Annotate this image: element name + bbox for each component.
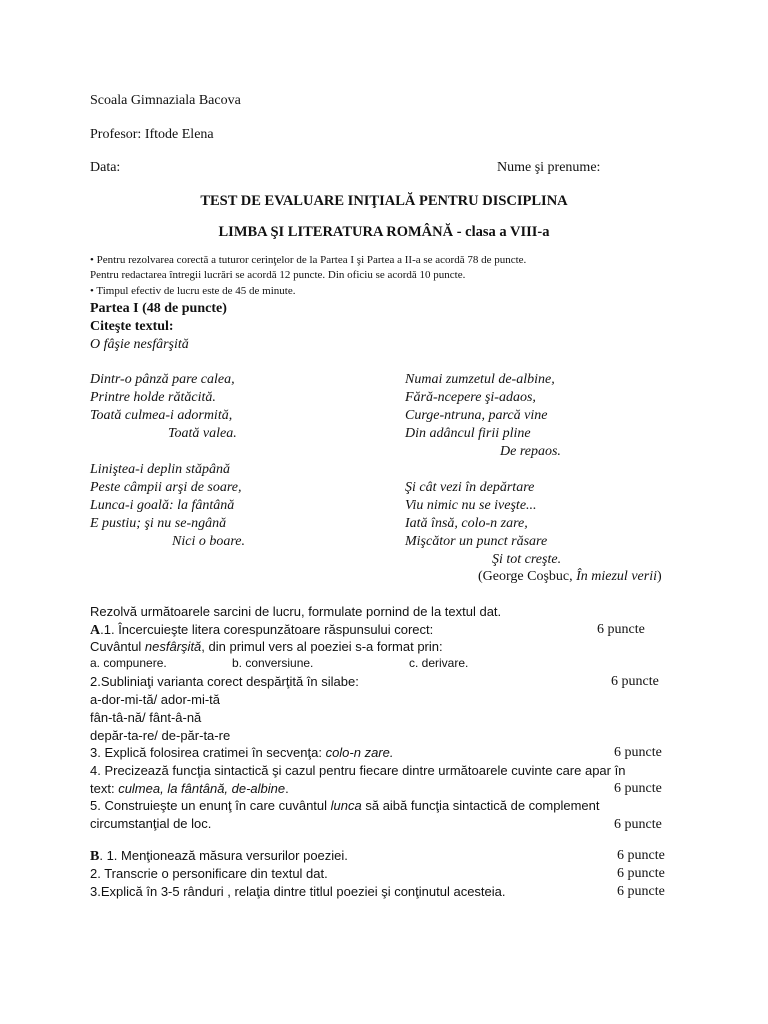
- poem-left-line: Liniştea-i deplin stăpână: [90, 462, 230, 477]
- syllable-option-3[interactable]: depăr-ta-re/ de-păr-ta-re: [90, 728, 231, 743]
- task-b2-points: 6 puncte: [617, 866, 665, 881]
- test-title-line1: TEST DE EVALUARE INIŢIALĂ PENTRU DISCIPLINA: [200, 193, 568, 209]
- tasks-intro: Rezolvă următoarele sarcini de lucru, formulate pornind de la textul dat.: [90, 604, 502, 619]
- poem-right-line: Curge-ntruna, parcă vine: [405, 408, 548, 423]
- task-a4-points: 6 puncte: [614, 781, 662, 796]
- poem-left-line: Nici o boare.: [172, 534, 245, 549]
- poem-left-line: Lunca-i goală: la fântână: [90, 498, 235, 513]
- poem-source: (George Coşbuc, În miezul verii): [478, 569, 662, 584]
- option-c[interactable]: c. derivare.: [409, 656, 469, 670]
- task-a1-points: 6 puncte: [597, 622, 645, 637]
- poem-left-line: Dintr-o pânză pare calea,: [90, 372, 235, 387]
- poem-right-line: Iată însă, colo-n zare,: [405, 516, 528, 531]
- poem-right-line: Fără-ncepere şi-adaos,: [405, 390, 536, 405]
- syllable-option-2[interactable]: fân-tâ-nă/ fânt-â-nă: [90, 710, 202, 725]
- poem-left-line: Peste câmpii arşi de soare,: [90, 480, 242, 495]
- task-a2-points: 6 puncte: [611, 674, 659, 689]
- task-a3-points: 6 puncte: [614, 745, 662, 760]
- syllable-option-1[interactable]: a-dor-mi-tă/ ador-mi-tă: [90, 692, 221, 707]
- test-title-line2: LIMBA ŞI LITERATURA ROMÂNĂ - clasa a VIII-a: [218, 224, 550, 240]
- task-a4-line1: 4. Precizează funcţia sintactică şi cazul pentru fiecare dintre următoarele cuvinte care apar în: [90, 763, 626, 778]
- poem-right-line: Viu nimic nu se iveşte...: [405, 498, 537, 513]
- poem-right-line: Numai zumzetul de-albine,: [405, 372, 555, 387]
- task-a2: 2.Subliniaţi varianta corect despărţită în silabe:: [90, 674, 359, 689]
- task-a5-line1: 5. Construieşte un enunţ în care cuvântul lunca să aibă funcţia sintactică de complement: [90, 798, 600, 813]
- poem-right-line: De repaos.: [500, 444, 561, 459]
- instruction-line2: Pentru redactarea întregii lucrări se acordă 12 puncte. Din oficiu se acordă 10 puncte.: [90, 269, 466, 281]
- school-name: Scoala Gimnaziala Bacova: [90, 93, 241, 108]
- task-b1: B. 1. Menţionează măsura versurilor poeziei.: [90, 848, 348, 864]
- part1-heading: Partea I (48 de puncte): [90, 301, 227, 316]
- student-name-label: Nume şi prenume:: [497, 160, 601, 175]
- task-b3-points: 6 puncte: [617, 884, 665, 899]
- teacher-name: Profesor: Iftode Elena: [90, 127, 214, 142]
- read-text-label: Citeşte textul:: [90, 319, 174, 334]
- task-a3: 3. Explică folosirea cratimei în secvenţa: colo-n zare.: [90, 745, 394, 760]
- task-a1: A.1. Încercuieşte litera corespunzătoare răspunsului corect:: [90, 622, 434, 638]
- date-label: Data:: [90, 160, 121, 175]
- task-a5-points: 6 puncte: [614, 817, 662, 832]
- option-a[interactable]: a. compunere.: [90, 656, 167, 670]
- poem-title: O fâşie nesfârşită: [90, 337, 189, 352]
- poem-left-line: E pustiu; şi nu se-ngână: [90, 516, 227, 531]
- task-b1-points: 6 puncte: [617, 848, 665, 863]
- task-b3: 3.Explică în 3-5 rânduri , relaţia dintre titlul poeziei şi conţinutul acesteia.: [90, 884, 506, 899]
- poem-left-line: Toată culmea-i adormită,: [90, 408, 233, 423]
- task-b2: 2. Transcrie o personificare din textul dat.: [90, 866, 328, 881]
- instruction-line3: • Timpul efectiv de lucru este de 45 de minute.: [90, 285, 296, 297]
- poem-left-line: Printre holde rătăcită.: [90, 390, 216, 405]
- option-b[interactable]: b. conversiune.: [232, 656, 314, 670]
- poem-right-line: Şi cât vezi în depărtare: [405, 480, 535, 495]
- poem-right-line: Din adâncul firii pline: [405, 426, 531, 441]
- poem-left-line: Toată valea.: [168, 426, 237, 441]
- task-a4-line2: text: culmea, la fântână, de-albine.: [90, 781, 289, 796]
- task-a5-line2: circumstanţial de loc.: [90, 816, 212, 831]
- instruction-line1: • Pentru rezolvarea corectă a tuturor cerinţelor de la Partea I şi Partea a II-a se acordă 78 de puncte.: [90, 254, 527, 266]
- poem-right-line: Mişcător un punct răsare: [405, 534, 548, 549]
- poem-right-line: Şi tot creşte.: [492, 552, 562, 567]
- task-a1-question: Cuvântul nesfârşită, din primul vers al poeziei s-a format prin:: [90, 639, 443, 654]
